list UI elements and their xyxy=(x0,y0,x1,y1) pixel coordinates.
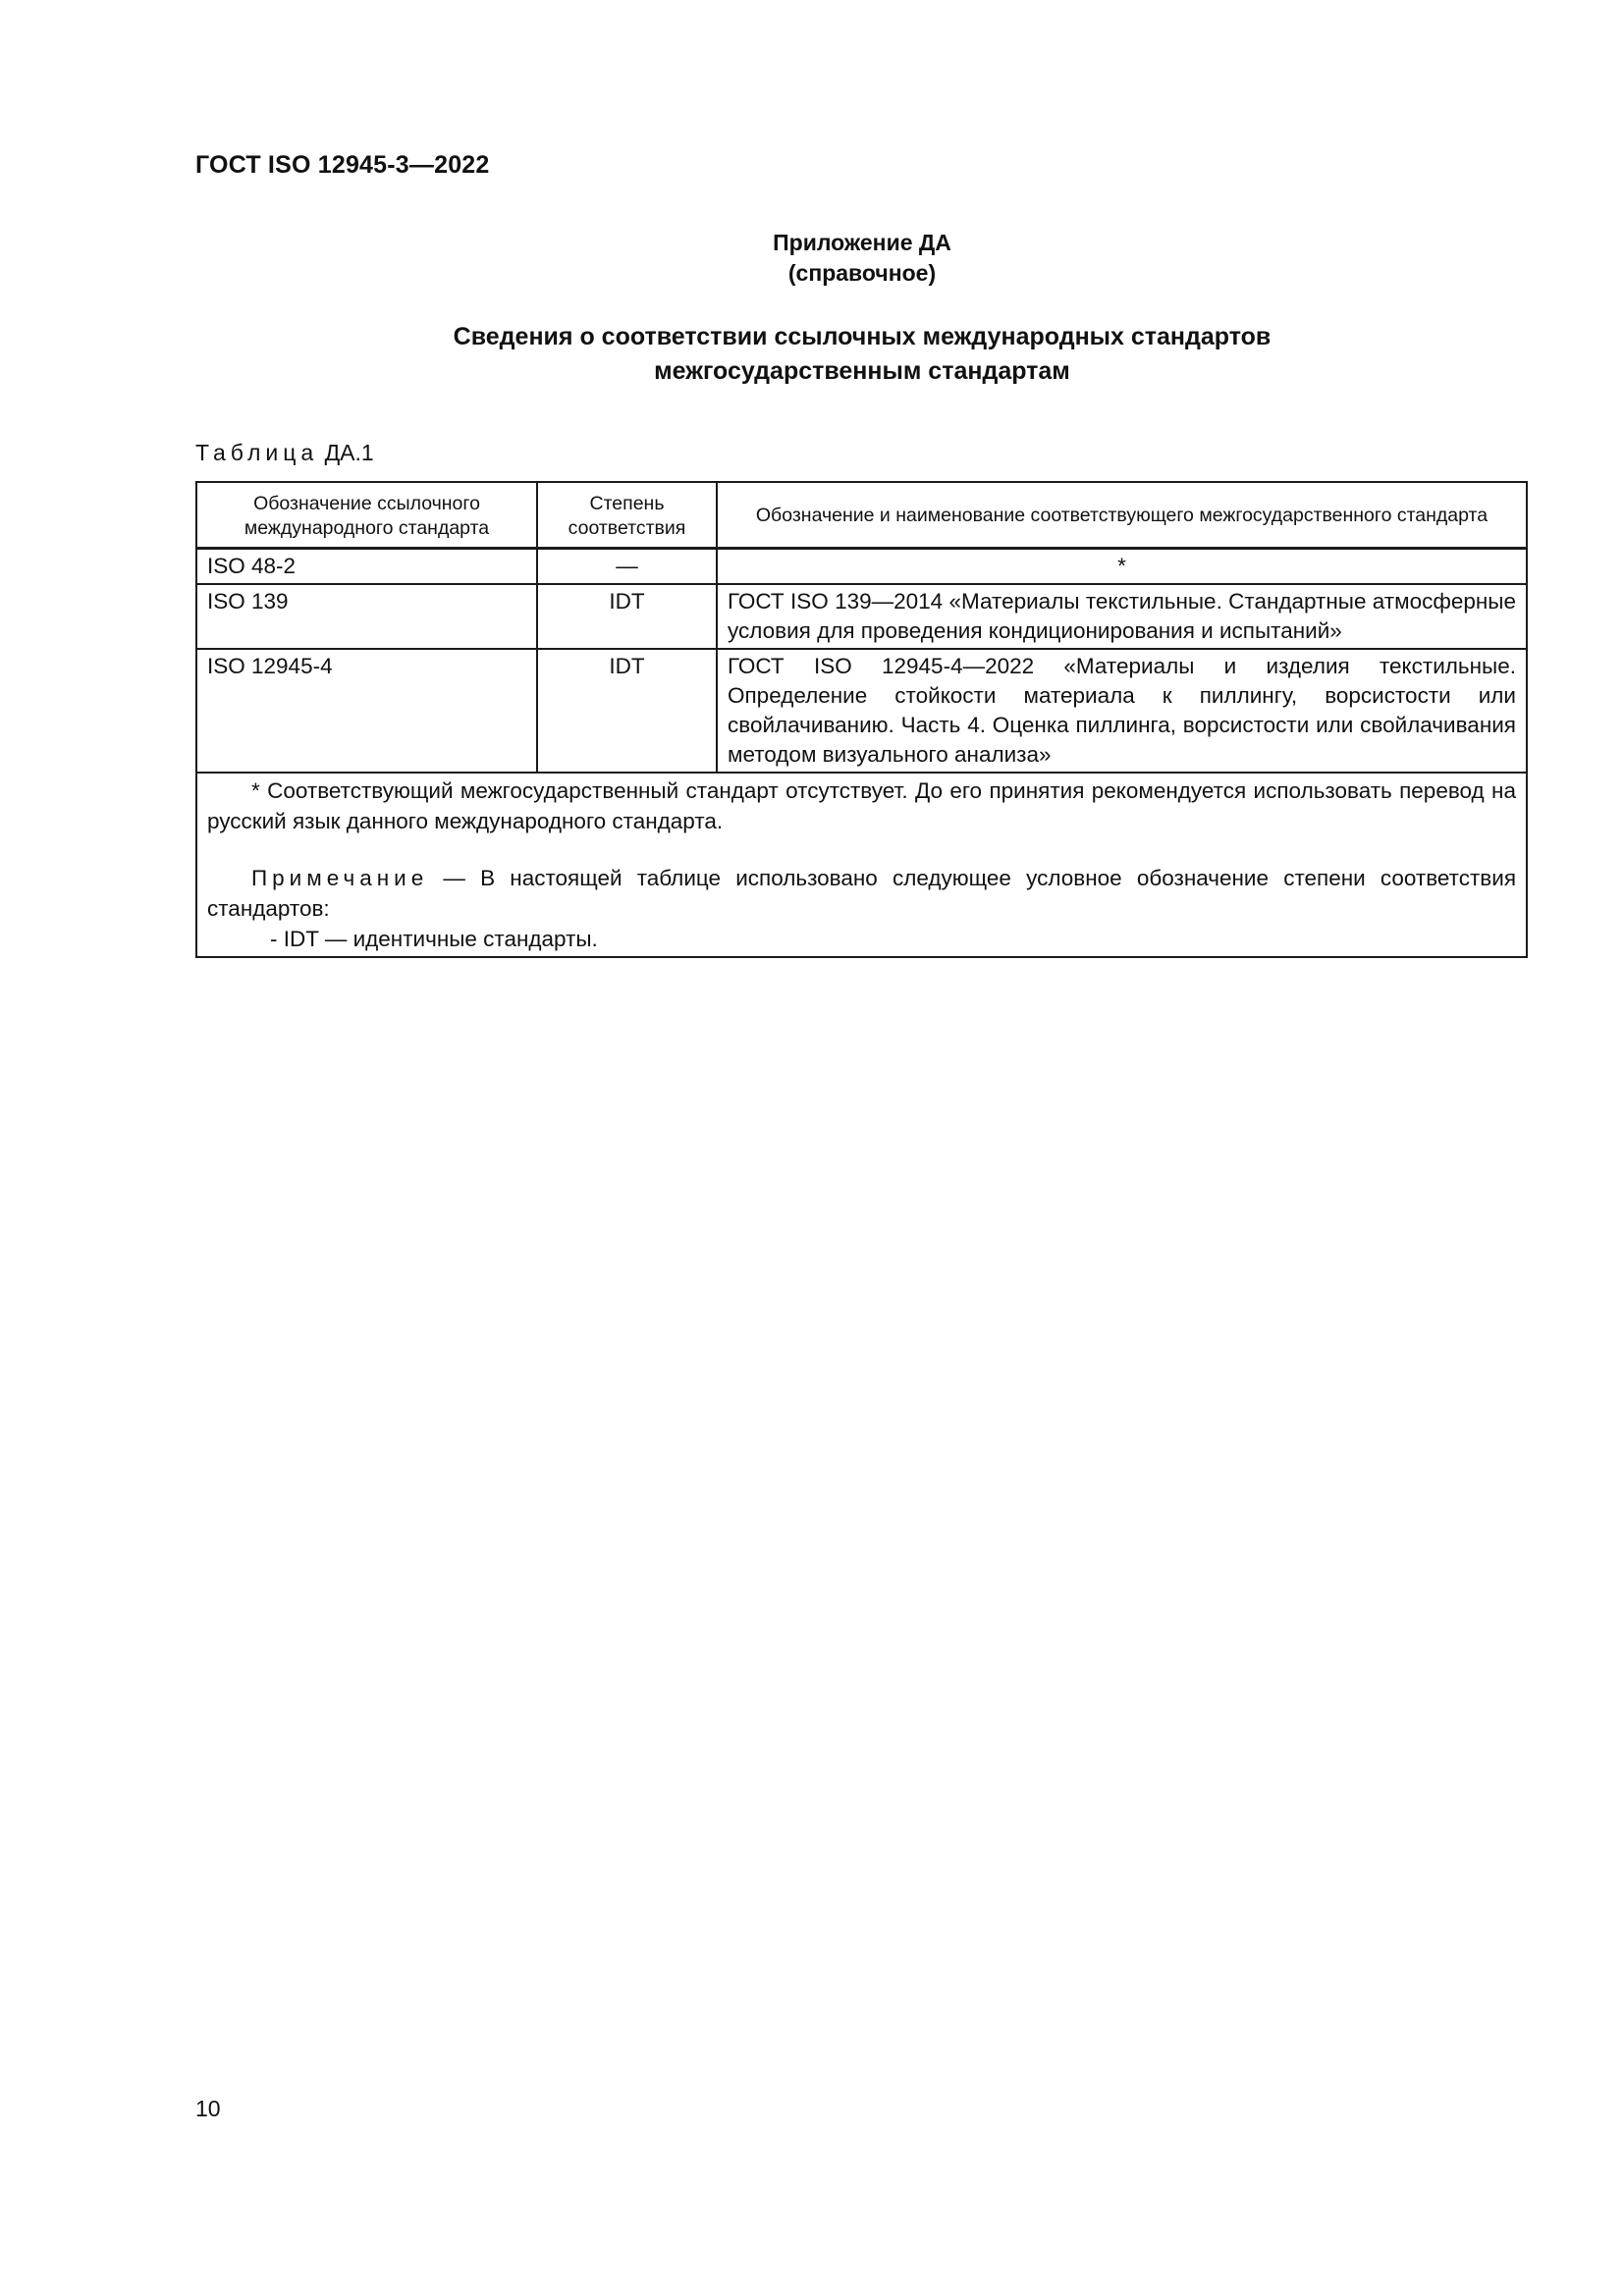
table-note xyxy=(207,863,1516,924)
table-header-row xyxy=(196,482,1527,549)
table-notes-row xyxy=(196,773,1527,957)
section-title-line2: межгосударственным стандартам xyxy=(654,357,1070,385)
appendix-kind: (справочное) xyxy=(787,260,937,286)
cell-degree: IDT xyxy=(537,584,717,649)
table-label-number: ДА.1 xyxy=(324,440,374,465)
cell-reference: ISO 12945-4 xyxy=(196,649,537,773)
cell-reference: ISO 48-2 xyxy=(196,549,537,585)
table-label-word: Таблица xyxy=(195,440,319,465)
cell-degree: — xyxy=(537,549,717,585)
appendix-title: Приложение ДА xyxy=(773,230,951,255)
note-item: - IDT — идентичные стандарты. xyxy=(270,927,598,951)
table-row xyxy=(196,549,1527,585)
cell-national: ГОСТ ISO 12945-4—2022 «Материалы и изделия текстильные. Определение стойкости материала к пиллингу, ворсистости или свойлачиванию. Часть 4. Оценка пиллинга, ворсистости или свойлачивания методом визуального анализа» xyxy=(717,649,1527,773)
section-title-line1: Сведения о соответствии ссылочных международных стандартов xyxy=(453,323,1272,350)
appendix-heading xyxy=(0,228,1624,289)
note-label: Примечание xyxy=(251,866,429,890)
document-code: ГОСТ ISO 12945-3—2022 xyxy=(195,151,490,179)
cell-national: * xyxy=(717,549,1527,585)
table-label xyxy=(195,440,374,466)
cell-reference: ISO 139 xyxy=(196,584,537,649)
column-header-reference: Обозначение ссылочного международного стандарта xyxy=(196,482,537,549)
table-row xyxy=(196,649,1527,773)
section-title xyxy=(0,320,1624,389)
table-row xyxy=(196,584,1527,649)
column-header-degree: Степень соответствия xyxy=(537,482,717,549)
table-notes xyxy=(196,773,1527,957)
table-footnote: * Соответствующий межгосударственный стандарт отсутствует. До его принятия рекомендуется использовать перевод на русский язык данного международного стандарта. xyxy=(207,778,1516,833)
cell-degree: IDT xyxy=(537,649,717,773)
column-header-national: Обозначение и наименование соответствующего межгосударственного стандарта xyxy=(717,482,1527,549)
standards-table xyxy=(195,481,1528,958)
cell-national: ГОСТ ISO 139—2014 «Материалы текстильные. Стандартные атмосферные условия для проведения кондиционирования и испытаний» xyxy=(717,584,1527,649)
note-text: — В настоящей таблице использовано следующее условное обозначение степени соответствия стандартов: xyxy=(207,866,1516,921)
page-number: 10 xyxy=(195,2096,221,2121)
